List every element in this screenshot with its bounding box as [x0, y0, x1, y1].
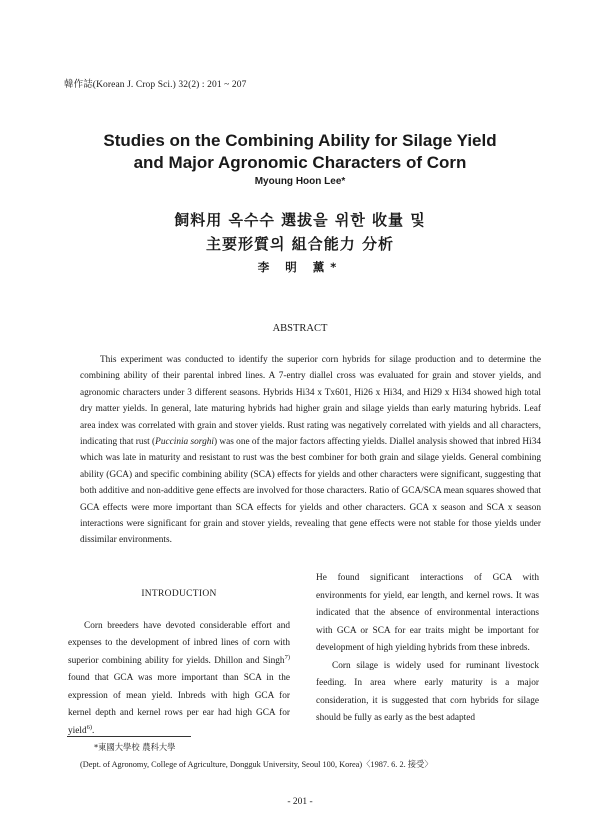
citation-ref: 7)	[284, 653, 290, 661]
footnote-affiliation-english: (Dept. of Agronomy, College of Agriculture, Dongguk University, Seoul 100, Korea)〈1987. 6. 2. 接受〉	[80, 760, 433, 769]
left-column	[68, 570, 290, 740]
abstract-text	[80, 352, 541, 549]
title-line-2: and Major Agronomic Characters of Corn	[133, 153, 467, 172]
introduction-heading: INTRODUCTION	[141, 589, 217, 599]
footnote-affiliation-korean: *東國大學校 農科大學	[94, 742, 176, 752]
paragraph-text: found that GCA was more important than SCA in the expression of mean yield. Inbreds with high GCA for kernel depth and kernel rows per ear had high GCA for yield	[68, 673, 290, 736]
introduction-paragraph-1	[68, 618, 290, 741]
citation-ref: 6)	[86, 723, 93, 731]
introduction-paragraph-3: Corn silage is widely used for ruminant livestock feeding. In area where early maturity is a major consideration, it is suggested that corn hybrids for silage should be fully as early as the best adapted	[316, 660, 539, 723]
abstract-text-part-2: ) was one of the major factors affecting yields. Diallel analysis showed that inbred Hi34 which was late in maturity and resistant to rust was the best combiner for both grain and silage yields. General combining ability (GCA) and specific combining ability (SCA) effects for yields and other characters were significant, suggesting that both additive and non-additive gene effects are involved for those characters. Ratio of GCA/SCA mean squares showed that GCA effects were more important than SCA effects for yields and other characters. GCA x season and SCA x season interactions were significant for grain and stover yields, revealing that gene effects were not stable for those yields under dissimilar environments.	[80, 437, 541, 546]
title-line-1: Studies on the Combining Ability for Silage Yield	[103, 131, 497, 150]
introduction-paragraph-2: He found significant interactions of GCA with environments for yield, ear length, and kernel rows. It was indicated that the absence of environmental interactions with GCA or SCA for ear traits might be important for development of high yielding hybrids from these inbreds.	[316, 573, 539, 653]
korean-author-name: 李 明 薰*	[257, 260, 343, 274]
paragraph-text: Corn breeders have devoted considerable effort and expenses to the development of inbred lines of corn with superior combining ability for yields. Dhillon and Singh	[68, 620, 290, 666]
author-name: Myoung Hoon Lee*	[254, 176, 346, 187]
korean-title	[0, 208, 600, 256]
abstract-heading: ABSTRACT	[272, 323, 328, 334]
paragraph-text: .	[92, 725, 95, 736]
abstract-species-name: Puccinia sorghi	[155, 437, 214, 448]
korean-title-line-1: 飼料用 옥수수 選拔을 위한 收量 및	[174, 211, 426, 229]
korean-title-line-2: 主要形質의 組合能力 分析	[206, 235, 394, 253]
journal-reference: 韓作誌(Korean J. Crop Sci.) 32(2) : 201 ~ 207	[64, 80, 247, 90]
paper-title	[40, 130, 560, 174]
footnote-divider	[67, 736, 191, 737]
abstract-text-part-1: This experiment was conducted to identify the superior corn hybrids for silage production and to determine the combining ability of their parental inbred lines. A 7-entry diallel cross was evaluated for grain and stover yields, and agronomic characters under 3 different seasons. Hybrids Hi34 x Tx601, Hi26 x Hi34, and Hi29 x Hi34 showed high total dry matter yields. In general, late maturing hybrids had higher grain and silage yields than early maturing hybrids. Leaf area index was correlated with grain and stover yields. Rust rating was negatively correlated with yields and all characters, indicating that rust (	[80, 355, 541, 448]
page-number: - 201 -	[287, 797, 313, 807]
right-column	[316, 570, 539, 728]
